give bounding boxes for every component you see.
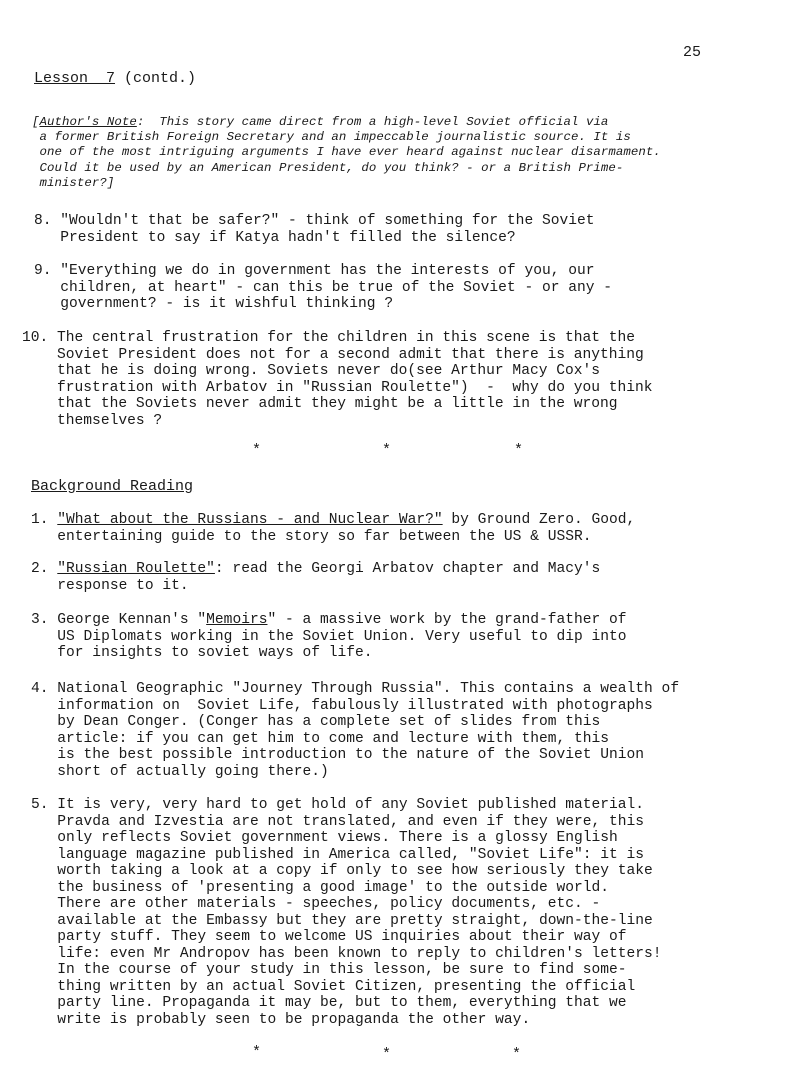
reading-line: National Geographic "Journey Through Russia". This contains a wealth of <box>57 681 680 697</box>
reading-line: George Kennan's " <box>57 612 207 628</box>
reading-line: There are other materials - speeches, policy documents, etc. - <box>57 896 601 912</box>
question-line: children, at heart" - can this be true of the Soviet - or any - <box>60 279 613 296</box>
reading-item-1 <box>31 512 635 545</box>
question-line: President to say if Katya hadn't filled the silence? <box>60 229 516 246</box>
reading-title: "Russian Roulette" <box>57 561 215 577</box>
question-number: 9. <box>34 263 52 279</box>
reading-line: available at the Embassy but they are pretty straight, down-the-line <box>57 912 653 929</box>
reading-line: by Ground Zero. Good, <box>442 512 636 528</box>
separator-star: * <box>252 1044 262 1061</box>
reading-line: " - a massive work by the grand-father of <box>267 612 627 628</box>
separator-star: * <box>514 442 524 459</box>
lesson-heading-contd: (contd.) <box>115 70 197 87</box>
reading-line: response to it. <box>57 577 189 594</box>
reading-line: short of actually going there.) <box>57 763 329 780</box>
note-bracket: [ <box>32 115 40 129</box>
question-10 <box>22 330 653 429</box>
separator-star: * <box>252 442 262 459</box>
reading-line: thing written by an actual Soviet Citizen, presenting the official <box>57 978 636 995</box>
question-line: frustration with Arbatov in "Russian Roulette") - why do you think <box>57 379 653 396</box>
background-reading-heading: Background Reading <box>31 478 194 495</box>
note-line: : This story came direct from a high-level Soviet official via <box>136 115 609 129</box>
reading-line: life: even Mr Andropov has been known to reply to children's letters! <box>57 945 662 962</box>
reading-line: write is probably seen to be propaganda the other way. <box>57 1011 531 1028</box>
note-line: minister?] <box>32 175 115 190</box>
reading-number: 3. <box>31 612 49 628</box>
reading-number: 4. <box>31 681 49 697</box>
question-line: The central frustration for the children in this scene is that the <box>57 330 636 346</box>
question-line: themselves ? <box>57 412 163 429</box>
reading-line: worth taking a look at a copy if only to see how seriously they take <box>57 863 653 879</box>
note-line: one of the most intriguing arguments I have ever heard against nuclear disarmament. <box>32 145 661 160</box>
question-number: 10. <box>22 330 49 346</box>
reading-line: language magazine published in America called, "Soviet Life": it is <box>57 846 645 863</box>
reading-number: 1. <box>31 512 49 528</box>
reading-line: It is very, very hard to get hold of any Soviet published material. <box>57 797 645 813</box>
question-line: Soviet President does not for a second admit that there is anything <box>57 346 644 363</box>
question-line: "Wouldn't that be safer?" - think of something for the Soviet <box>60 213 595 229</box>
lesson-heading-title: Lesson 7 <box>34 70 116 87</box>
reading-line: is the best possible introduction to the nature of the Soviet Union <box>57 747 645 763</box>
reading-item-3 <box>31 612 627 662</box>
reading-line: the business of 'presenting a good image' to the outside world. <box>57 879 610 896</box>
authors-note-label: Author's Note <box>39 115 137 129</box>
reading-line: information on Soviet Life, fabulously illustrated with photographs <box>57 697 653 714</box>
authors-note <box>32 115 752 191</box>
reading-item-2 <box>31 561 600 594</box>
page-number: 25 <box>683 44 702 61</box>
reading-line: for insights to soviet ways of life. <box>57 645 373 661</box>
reading-line: In the course of your study in this lesson, be sure to find some- <box>57 962 627 978</box>
reading-line: article: if you can get him to come and lecture with them, this <box>57 730 610 747</box>
reading-item-5 <box>31 797 662 1028</box>
reading-line: US Diplomats working in the Soviet Union. Very useful to dip into <box>57 628 627 645</box>
reading-title: Memoirs <box>206 612 268 628</box>
reading-title: "What about the Russians - and Nuclear War?" <box>57 512 443 528</box>
separator-star: * <box>512 1046 522 1063</box>
question-line: government? - is it wishful thinking ? <box>60 296 394 312</box>
separator-star: * <box>382 442 392 459</box>
question-line: "Everything we do in government has the interests of you, our <box>60 263 595 279</box>
separator-star: * <box>382 1046 392 1063</box>
reading-line: party line. Propaganda it may be, but to them, everything that we <box>57 995 627 1011</box>
reading-line: Pravda and Izvestia are not translated, and even if they were, this <box>57 813 645 830</box>
reading-line: party stuff. They seem to welcome US inquiries about their way of <box>57 929 627 945</box>
reading-line: entertaining guide to the story so far between the US & USSR. <box>57 528 592 545</box>
question-line: that the Soviets never admit they might be a little in the wrong <box>57 396 618 412</box>
reading-line: only reflects Soviet government views. There is a glossy English <box>57 830 618 846</box>
reading-line: by Dean Conger. (Conger has a complete set of slides from this <box>57 714 601 730</box>
reading-number: 2. <box>31 561 49 577</box>
question-number: 8. <box>34 213 52 229</box>
question-line: that he is doing wrong. Soviets never do(see Arthur Macy Cox's <box>57 363 601 379</box>
reading-number: 5. <box>31 797 49 813</box>
reading-line: : read the Georgi Arbatov chapter and Macy's <box>214 561 601 577</box>
question-8 <box>34 213 595 246</box>
note-line: Could it be used by an American President, do you think? - or a British Prime- <box>32 160 624 175</box>
note-line: a former British Foreign Secretary and an impeccable journalistic source. It is <box>32 130 631 145</box>
question-9 <box>34 263 612 313</box>
reading-item-4 <box>31 681 679 780</box>
lesson-heading <box>34 70 196 87</box>
